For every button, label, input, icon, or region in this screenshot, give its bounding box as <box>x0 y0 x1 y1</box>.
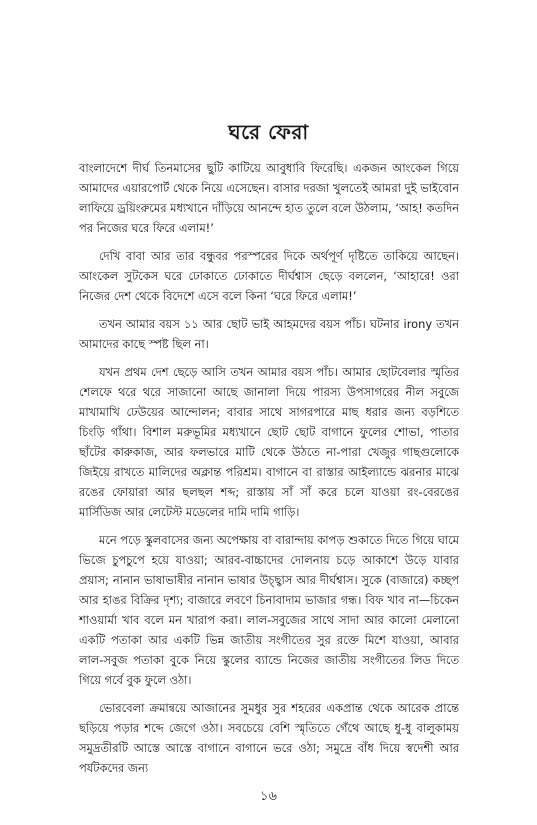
paragraph: বাংলাদেশে দীর্ঘ তিনমাসের ছুটি কাটিয়ে আবুধাবি ফিরেছি। একজন আংকেল গিয়ে আমাদের এয়ারপোর্ট থেকে নিয়ে এসেছেন। বাসার দরজা খুলতেই আমরা দুই ভাইবোন লাফিয়ে ড্রয়িংরুমের মধ্যখানে দাঁড়িয়ে আনন্দে হাত তুলে বলে উঠলাম, ‘আহ! কতদিন পর নিজের ঘরে ফিরে এলাম!’ <box>79 161 459 235</box>
paragraph: যখন প্রথম দেশ ছেড়ে আসি তখন আমার বয়স পাঁচ। আমার ছোটবেলার স্মৃতির শেলফে থরে থরে সাজানো আছে জানালা দিয়ে পারস্য উপসাগরের নীল সবুজে মাখামাখি ঢেউয়ের আন্দোলন; বাবার সাথে সাগরপারে মাছ ধরার জন্য বড়শিতে চিংড়ি গাঁথা। বিশাল মরুভূমির মধ্যখানে ছোট ছোট বাগানে ফুলের শোভা, পাতার ছাঁটের কারুকাজ, আর ফলভারে মাটি থেকে উঠতে না-পারা খেজুর গাছগুলোকে জিইয়ে রাখতে মালিদের অক্লান্ত পরিশ্রম। বাগানে বা রাস্তার আইল্যান্ডে ঝরনার মাঝে রঙের ফোয়ারা আর ছলছল শব্দ; রাস্তায় সাঁ সাঁ করে চলে যাওয়া রং-বেরঙের মার্সিডিজ আর লেটেস্ট মডেলের দামি দামি গাড়ি। <box>79 365 459 519</box>
paragraph: দেখি বাবা আর তার বন্ধুবর পরস্পরের দিকে অর্থপূর্ণ দৃষ্টিতে তাকিয়ে আছেন। আংকেল সুটকেস ঘরে ঢোকাতে ঢোকাতে দীর্ঘশ্বাস ছেড়ে বললেন, ‘আহারে! ওরা নিজের দেশ থেকে বিদেশে এসে বলে কিনা ‘ঘরে ফিরে এলাম!’ <box>79 249 459 303</box>
paragraph: মনে পড়ে স্কুলবাসের জন্য অপেক্ষায় বা বারান্দায় কাপড় শুকাতে দিতে গিয়ে ঘামে ভিজে চুপচুপে হয়ে যাওয়া; আরব-বাচ্চাদের দোলনায় চড়ে আকাশে উড়ে যাবার প্রয়াস; নানান ভাষাভাষীর নানান ভাষার উচ্ছ্বাস আর দীর্ঘশ্বাস। সুকে (বাজারে) কচ্ছপ আর হাঙর বিক্রির দৃশ্য; বাজারে লবণে চিনাবাদাম ভাজার গন্ধ। বিফ খাব না—চিকেন শাওয়ার্মা খাব বলে মন খারাপ করা। লাল-সবুজের সাথে সাদা আর কালো মেলানো একটি পতাকা আর একটি ভিন্ন জাতীয় সংগীতের সুর রক্তে মিশে যাওয়া, আবার লাল-সবুজ পতাকা বুকে নিয়ে স্কুলের ব্যান্ডে নিজের জাতীয় সংগীতের লিড দিতে গিয়ে গর্বে বুক ফুলে ওঠা। <box>79 533 459 687</box>
page-number: ১৬ <box>260 789 277 804</box>
paragraph: তখন আমার বয়স ১১ আর ছোট ভাই আহমদের বয়স পাঁচ। ঘটনার irony তখন আমাদের কাছে স্পষ্ট ছিল না। <box>79 317 459 351</box>
paragraph: ভোরবেলা ক্রমান্বয়ে আজানের সুমধুর সুর শহরের একপ্রান্ত থেকে আরেক প্রান্তে ছড়িয়ে পড়ার শব্দে জেগে ওঠা। সবচেয়ে বেশি স্মৃতিতে গেঁথে আছে ধু-ধু বালুকাময় সমুদ্রতীরটি আস্তে আস্তে বাগানে বাগানে ভরে ওঠা; সমুদ্রে বাঁধ দিয়ে স্বদেশী আর পর্যটকদের জন্য <box>79 701 459 775</box>
chapter-title: ঘরে ফেরা <box>228 120 309 144</box>
chapter-body <box>79 158 459 786</box>
